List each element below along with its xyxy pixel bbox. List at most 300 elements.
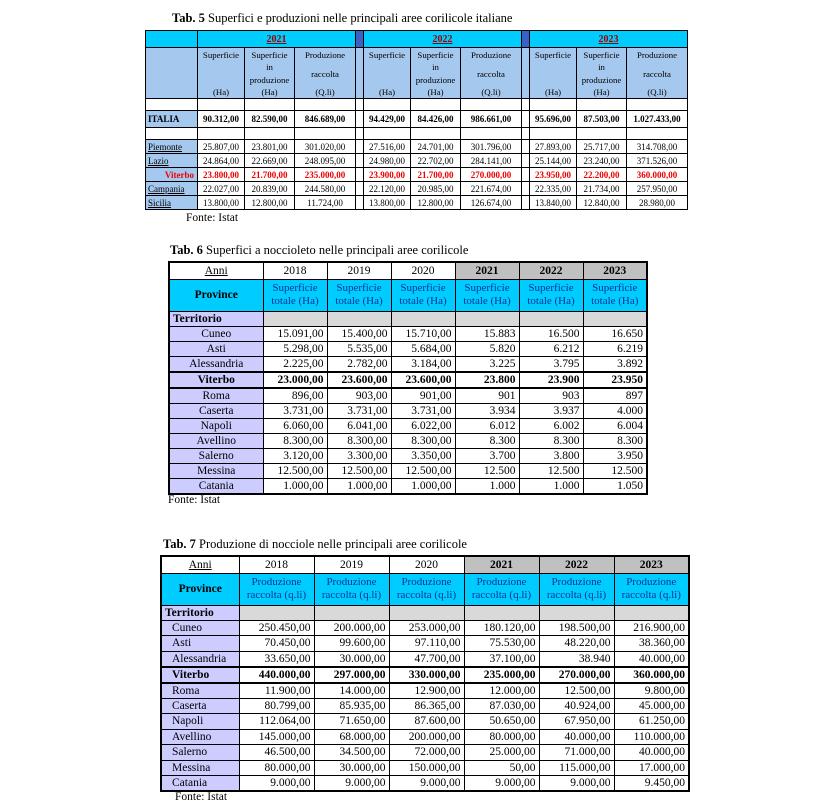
tab5-value-cell: 20.839,00 — [245, 182, 295, 196]
tab5-gap-cell — [522, 196, 530, 210]
tab6-source-note: Fonte: Istat — [168, 494, 221, 506]
tab6-value-cell: 903,00 — [327, 388, 391, 404]
tab7-value-cell: 198.500,00 — [539, 620, 614, 636]
tab6-value-cell: 12.500,00 — [391, 463, 455, 478]
tab6-value-cell: 23.600,00 — [327, 372, 391, 388]
tab5-value-cell: 27.516,00 — [364, 140, 411, 154]
tab6-value-cell: 2.225,00 — [263, 356, 327, 372]
tab5-value-cell: 12.800,00 — [411, 196, 461, 210]
tab5-gap-cell — [356, 168, 364, 182]
tab6-value-cell: 5.298,00 — [263, 341, 327, 356]
tab7-province-header: Province — [161, 573, 239, 605]
tab5-gap-cell — [356, 111, 364, 128]
tab6-year-header-2023: 2023 — [583, 262, 647, 279]
tab7-value-cell: 48.220,00 — [539, 636, 614, 652]
tab6-row-label: Asti — [169, 341, 263, 356]
tab5-row-blank — [146, 99, 688, 111]
tab7-value-cell: 40.000,00 — [614, 745, 689, 761]
tab5-blank-cell — [530, 99, 577, 111]
tab6-row-asti — [169, 341, 647, 356]
tab5-measure-header — [198, 48, 245, 99]
tab6-value-cell: 3.934 — [455, 403, 519, 418]
tab6-value-cell: 6.012 — [455, 418, 519, 433]
tab7-value-cell: 33.650,00 — [239, 651, 314, 667]
measure-line: totale (Ha) — [335, 295, 383, 307]
header-lines — [295, 48, 355, 98]
header-line: Produzione — [636, 50, 678, 60]
tab5-value-cell: 28.980,00 — [627, 196, 688, 210]
tab6-territorio-empty-cell — [455, 311, 519, 326]
tab7-row-cuneo — [161, 620, 689, 636]
tab5-gap-cell — [522, 31, 530, 48]
tab6-value-cell: 901,00 — [391, 388, 455, 404]
tab6-title-prefix: Tab. 6 — [170, 243, 203, 257]
tab7-year-header-2018: 2018 — [239, 556, 314, 573]
tab5-gap-cell — [522, 48, 530, 99]
tab6-row-viterbo — [169, 372, 647, 388]
tab5-measure-header — [364, 48, 411, 99]
header-line: (Q.li) — [481, 87, 501, 97]
header-lines — [364, 48, 410, 98]
measure-line: raccolta (q.li) — [321, 589, 382, 601]
measure-line: Produzione — [626, 576, 677, 588]
tab6-row-label: Messina — [169, 463, 263, 478]
tab7-value-cell: 72.000,00 — [389, 745, 464, 761]
tab6-value-cell: 3.120,00 — [263, 448, 327, 463]
tab7-value-cell: 110.000,00 — [614, 729, 689, 745]
tab6-row-label: Roma — [169, 388, 263, 404]
tab7-value-cell: 150.000,00 — [389, 760, 464, 776]
tab5-value-cell: 21.734,00 — [577, 182, 627, 196]
header-line: Superficie — [251, 50, 288, 60]
tab6-value-cell: 5.684,00 — [391, 341, 455, 356]
measure-line: Produzione — [326, 576, 377, 588]
tab5-value-cell: 22.200,00 — [577, 168, 627, 182]
tab7-value-cell: 40.924,00 — [539, 698, 614, 714]
tab6-territorio-empty-cell — [519, 311, 583, 326]
measure-line: Superficie — [400, 282, 446, 294]
tab7-value-cell: 145.000,00 — [239, 729, 314, 745]
tab5-source-note: Fonte: Istat — [186, 212, 239, 224]
tab6-row-label: Avellino — [169, 433, 263, 448]
tab7-value-cell: 40.000,00 — [539, 729, 614, 745]
tab6-value-cell: 6.002 — [519, 418, 583, 433]
tab5-value-cell: 25.807,00 — [198, 140, 245, 154]
tab6-row-napoli — [169, 418, 647, 433]
tab5-value-cell: 21.700,00 — [411, 168, 461, 182]
measure-line: Superficie — [464, 282, 510, 294]
header-line: (Ha) — [544, 87, 562, 97]
header-lines — [198, 48, 244, 98]
tab5-value-cell: 24.701,00 — [411, 140, 461, 154]
tab5-row-piemonte — [146, 140, 688, 154]
tab6-row-label: Caserta — [169, 403, 263, 418]
measure-line: raccolta (q.li) — [621, 589, 681, 601]
tab6-row-label: Viterbo — [169, 372, 263, 388]
measure-line: Produzione — [401, 576, 452, 588]
tab5-row-label: ITALIA — [146, 111, 198, 128]
tab6-value-cell: 12.500,00 — [263, 463, 327, 478]
header-line: in — [598, 62, 605, 73]
tab6-anni-row — [169, 262, 647, 279]
tab5-value-cell: 12.800,00 — [245, 196, 295, 210]
tab5-measure-header — [461, 48, 522, 99]
tab7-row-napoli — [161, 714, 689, 730]
tab5-value-cell: 27.893,00 — [530, 140, 577, 154]
tab5-blank-cell — [522, 128, 530, 140]
tab6-value-cell: 6.004 — [583, 418, 647, 433]
tab7-row-roma — [161, 683, 689, 699]
tab7-territorio-empty-cell — [614, 605, 689, 620]
tab6-value-cell: 12.500,00 — [327, 463, 391, 478]
tab6-row-caserta — [169, 403, 647, 418]
tab5-value-cell: 22.669,00 — [245, 154, 295, 168]
measure-line: Superficie — [528, 282, 574, 294]
measure-line: totale (Ha) — [271, 295, 319, 307]
tab7-value-cell: 9.000,00 — [464, 776, 539, 792]
tab5-value-cell: 13.800,00 — [364, 196, 411, 210]
tab5-blank-cell — [577, 128, 627, 140]
tab5-row-lazio — [146, 154, 688, 168]
tab5-value-cell: 90.312,00 — [198, 111, 245, 128]
tab6-value-cell: 6.022,00 — [391, 418, 455, 433]
tab7-territorio-empty-cell — [539, 605, 614, 620]
tab6-territorio-header: Territorio — [169, 311, 263, 326]
tab6-territorio-empty-cell — [391, 311, 455, 326]
tab7-year-header-2019: 2019 — [314, 556, 389, 573]
measure-line: raccolta (q.li) — [246, 589, 307, 601]
tab6-value-cell: 1.000 — [455, 478, 519, 494]
measure-line: Produzione — [476, 576, 527, 588]
header-line: (Ha) — [378, 87, 396, 97]
header-lines — [245, 48, 294, 98]
tab7-measure-header — [539, 573, 614, 605]
tab5-blank-cell — [245, 128, 295, 140]
tab7-measure-header — [314, 573, 389, 605]
tab7-row-label: Viterbo — [161, 667, 239, 683]
tab7-territorio-empty-cell — [464, 605, 539, 620]
header-line: (Ha) — [261, 86, 278, 97]
tab5-gap-cell — [522, 168, 530, 182]
tab6-row-label: Catania — [169, 478, 263, 494]
measure-line: Superficie — [272, 282, 318, 294]
tab6-value-cell: 1.000,00 — [263, 478, 327, 494]
tab5-value-cell: 13.800,00 — [198, 196, 245, 210]
tab6-year-header-2022: 2022 — [519, 262, 583, 279]
tab6-value-cell: 1.000,00 — [391, 478, 455, 494]
tab6-value-cell: 8.300 — [455, 433, 519, 448]
header-line: (Ha) — [427, 86, 444, 97]
tab7-value-cell: 80.000,00 — [239, 760, 314, 776]
tab7-value-cell: 99.600,00 — [314, 636, 389, 652]
header-line: Superficie — [202, 50, 240, 60]
tab5-value-cell: 23.800,00 — [198, 168, 245, 182]
tab5-value-cell: 24.980,00 — [364, 154, 411, 168]
tab7-year-header-2020: 2020 — [389, 556, 464, 573]
tab7-value-cell: 250.450,00 — [239, 620, 314, 636]
tab6-value-cell: 23.000,00 — [263, 372, 327, 388]
tab7-value-cell: 12.900,00 — [389, 683, 464, 699]
tab5-blank-cell — [198, 128, 245, 140]
header-line: produzione — [249, 74, 290, 85]
tab6-measure-header — [391, 279, 455, 311]
tab6-value-cell: 3.350,00 — [391, 448, 455, 463]
tab5-row-campania — [146, 182, 688, 196]
tab6-value-cell: 15.400,00 — [327, 326, 391, 341]
tab6-title — [170, 243, 468, 258]
tab7-title-prefix: Tab. 7 — [163, 537, 196, 551]
tab6-value-cell: 8.300,00 — [263, 433, 327, 448]
tab6-value-cell: 23.900 — [519, 372, 583, 388]
tab5-value-cell: 22.702,00 — [411, 154, 461, 168]
tab5-value-cell: 23.801,00 — [245, 140, 295, 154]
tab5-value-cell: 21.700,00 — [245, 168, 295, 182]
tab7-value-cell: 46.500,00 — [239, 745, 314, 761]
tab6-row-cuneo — [169, 326, 647, 341]
tab7-value-cell: 61.250,00 — [614, 714, 689, 730]
tab6-territorio-empty-cell — [263, 311, 327, 326]
tab7-value-cell: 75.530,00 — [464, 636, 539, 652]
header-line: raccolta — [311, 68, 339, 79]
measure-line: totale (Ha) — [463, 295, 511, 307]
tab6-year-header-2019: 2019 — [327, 262, 391, 279]
tab6-value-cell: 896,00 — [263, 388, 327, 404]
tab5-blank-cell — [356, 99, 364, 111]
header-line: raccolta — [477, 68, 505, 79]
tab5-blank-cell — [364, 128, 411, 140]
tab7-value-cell: 38.940 — [539, 651, 614, 667]
tab7-row-caserta — [161, 698, 689, 714]
tab7-measure-header — [389, 573, 464, 605]
tab7-title-text: Produzione di nocciole nelle principali aree corilicole — [199, 537, 467, 551]
tab6-value-cell: 15.883 — [455, 326, 519, 341]
tab5-year-header-2022: 2022 — [364, 31, 522, 48]
tab7-anni-row — [161, 556, 689, 573]
tab6-value-cell: 3.700 — [455, 448, 519, 463]
tab7-year-header-2022: 2022 — [539, 556, 614, 573]
tab5-blank-cell — [356, 128, 364, 140]
tab5-value-cell: 360.000,00 — [627, 168, 688, 182]
tab6-value-cell: 1.050 — [583, 478, 647, 494]
tab6-row-alessandria — [169, 356, 647, 372]
tab6-province-row — [169, 279, 647, 311]
tab5-value-cell: 25.717,00 — [577, 140, 627, 154]
tab6-value-cell: 12.500 — [519, 463, 583, 478]
tab7-value-cell: 9.000,00 — [389, 776, 464, 792]
header-line: Produzione — [304, 50, 346, 60]
tab5-value-cell: 20.985,00 — [411, 182, 461, 196]
tab5-value-cell: 846.689,00 — [295, 111, 356, 128]
tab7-source-note: Fonte: Istat — [175, 791, 228, 803]
tab7-row-label: Caserta — [161, 698, 239, 714]
tab7-value-cell: 9.000,00 — [314, 776, 389, 792]
header-line: (Q.li) — [315, 87, 335, 97]
header-line: raccolta — [643, 68, 671, 79]
tab6-value-cell: 6.060,00 — [263, 418, 327, 433]
tab7-row-label: Roma — [161, 683, 239, 699]
tab7-value-cell: 180.120,00 — [464, 620, 539, 636]
tab6-measure-header — [263, 279, 327, 311]
tab5-blank-cell — [577, 99, 627, 111]
tab5-value-cell: 986.661,00 — [461, 111, 522, 128]
tab7-value-cell: 440.000,00 — [239, 667, 314, 683]
tab6-value-cell: 3.937 — [519, 403, 583, 418]
tab5-value-cell: 12.840,00 — [577, 196, 627, 210]
tab5-gap-cell — [522, 111, 530, 128]
tab5-row-label: Piemonte — [146, 140, 198, 154]
tab5-value-cell: 244.580,00 — [295, 182, 356, 196]
tab7-measure-header — [464, 573, 539, 605]
tab5-blank-cell — [364, 99, 411, 111]
tab6-value-cell: 897 — [583, 388, 647, 404]
tab5-gap-cell — [356, 140, 364, 154]
tab5-value-cell: 23.900,00 — [364, 168, 411, 182]
tab7-value-cell: 9.000,00 — [539, 776, 614, 792]
tab7-value-cell: 115.000,00 — [539, 760, 614, 776]
tab5-value-cell: 257.950,00 — [627, 182, 688, 196]
header-line: produzione — [415, 74, 456, 85]
tab7-value-cell: 360.000,00 — [614, 667, 689, 683]
tab5-value-cell: 221.674,00 — [461, 182, 522, 196]
tab7-value-cell: 37.100,00 — [464, 651, 539, 667]
header-line: (Q.li) — [647, 87, 667, 97]
tab6-value-cell: 6.041,00 — [327, 418, 391, 433]
tab7-value-cell: 45.000,00 — [614, 698, 689, 714]
tab6-value-cell: 3.950 — [583, 448, 647, 463]
tab6-row-label: Napoli — [169, 418, 263, 433]
tab6-value-cell: 4.000 — [583, 403, 647, 418]
tab5-value-cell: 87.503,00 — [577, 111, 627, 128]
tab5-gap-cell — [356, 154, 364, 168]
tab5-row-label: Campania — [146, 182, 198, 196]
tab5-value-cell: 1.027.433,00 — [627, 111, 688, 128]
tab5-measure-header — [577, 48, 627, 99]
tab5-blank-cell — [627, 128, 688, 140]
tab7-value-cell: 87.600,00 — [389, 714, 464, 730]
tab6-year-header-2020: 2020 — [391, 262, 455, 279]
tab7-value-cell: 71.000,00 — [539, 745, 614, 761]
tab7-value-cell: 30.000,00 — [314, 651, 389, 667]
tab5-measure-header — [245, 48, 295, 99]
tab7-value-cell: 30.000,00 — [314, 760, 389, 776]
tab6-value-cell: 15.091,00 — [263, 326, 327, 341]
header-lines — [577, 48, 626, 98]
tab5-measure-header — [295, 48, 356, 99]
tab7-value-cell: 216.900,00 — [614, 620, 689, 636]
tab7-row-messina — [161, 760, 689, 776]
tab7-value-cell: 9.800,00 — [614, 683, 689, 699]
tab5-blank-cell — [461, 99, 522, 111]
tab6-anni-header: Anni — [169, 262, 263, 279]
tab7-value-cell: 12.500,00 — [539, 683, 614, 699]
tab5-value-cell: 23.240,00 — [577, 154, 627, 168]
measure-line: raccolta (q.li) — [471, 589, 532, 601]
tab7-value-cell: 50,00 — [464, 760, 539, 776]
tab7-row-catania — [161, 776, 689, 792]
tab5-blank-cell — [627, 99, 688, 111]
tab7-value-cell: 80.000,00 — [464, 729, 539, 745]
tab6-value-cell: 15.710,00 — [391, 326, 455, 341]
tab7-value-cell: 9.000,00 — [239, 776, 314, 792]
tab6-value-cell: 3.184,00 — [391, 356, 455, 372]
tab5-value-cell: 94.429,00 — [364, 111, 411, 128]
tab5-row-label: Lazio — [146, 154, 198, 168]
tab6-territorio-empty-cell — [583, 311, 647, 326]
tab5-blank-cell — [198, 99, 245, 111]
header-lines — [411, 48, 460, 98]
tab6-row-catania — [169, 478, 647, 494]
tab5-title-text: Superfici e produzioni nelle principali aree corilicole italiane — [208, 11, 513, 25]
tab6-row-messina — [169, 463, 647, 478]
tab5-blank-cell — [461, 128, 522, 140]
tab5-blank-cell — [146, 128, 198, 140]
tab6-value-cell: 16.650 — [583, 326, 647, 341]
tab7-row-label: Alessandria — [161, 651, 239, 667]
tab5-value-cell: 95.696,00 — [530, 111, 577, 128]
header-line: Superficie — [417, 50, 454, 60]
tab6-value-cell: 16.500 — [519, 326, 583, 341]
header-line: Produzione — [470, 50, 512, 60]
tab5-gap-cell — [522, 154, 530, 168]
tab7-territorio-empty-cell — [239, 605, 314, 620]
header-line: in — [266, 62, 273, 73]
tab7-year-header-2021: 2021 — [464, 556, 539, 573]
tab7-value-cell: 25.000,00 — [464, 745, 539, 761]
tab7-row-label: Asti — [161, 636, 239, 652]
header-line: Superficie — [583, 50, 620, 60]
tab5-column-header-row — [146, 48, 688, 99]
tab5-value-cell: 22.027,00 — [198, 182, 245, 196]
tab6-value-cell: 23.950 — [583, 372, 647, 388]
tab5-table — [145, 30, 688, 210]
header-lines — [461, 48, 521, 98]
tab7-value-cell: 297.000,00 — [314, 667, 389, 683]
header-line: (Ha) — [593, 86, 610, 97]
tab6-row-avellino — [169, 433, 647, 448]
measure-line: Produzione — [551, 576, 602, 588]
tab7-value-cell: 40.000,00 — [614, 651, 689, 667]
tab5-gap-cell — [522, 140, 530, 154]
tab7-value-cell: 71.650,00 — [314, 714, 389, 730]
tab7-value-cell: 235.000,00 — [464, 667, 539, 683]
tab7-title — [163, 537, 467, 552]
tab7-territorio-row — [161, 605, 689, 620]
tab6-value-cell: 6.212 — [519, 341, 583, 356]
tab7-row-alessandria — [161, 651, 689, 667]
tab5-blank-cell — [245, 99, 295, 111]
tab7-value-cell: 97.110,00 — [389, 636, 464, 652]
tab7-value-cell: 12.000,00 — [464, 683, 539, 699]
measure-line: raccolta (q.li) — [546, 589, 607, 601]
tab5-blank-cell — [295, 128, 356, 140]
measure-line: totale (Ha) — [527, 295, 575, 307]
tab5-gap-cell — [356, 48, 364, 99]
tab7-value-cell: 87.030,00 — [464, 698, 539, 714]
tab5-measure-header — [530, 48, 577, 99]
tab7-value-cell: 112.064,00 — [239, 714, 314, 730]
tab7-row-label: Salerno — [161, 745, 239, 761]
header-line: in — [432, 62, 439, 73]
tab5-value-cell: 22.120,00 — [364, 182, 411, 196]
tab5-value-cell: 24.864,00 — [198, 154, 245, 168]
tab7-value-cell: 200.000,00 — [314, 620, 389, 636]
tab6-value-cell: 23.800 — [455, 372, 519, 388]
tab7-anni-header: Anni — [161, 556, 239, 573]
tab6-value-cell: 1.000 — [519, 478, 583, 494]
tab5-value-cell: 301.796,00 — [461, 140, 522, 154]
measure-line: raccolta (q.li) — [396, 589, 457, 601]
tab7-value-cell: 253.000,00 — [389, 620, 464, 636]
